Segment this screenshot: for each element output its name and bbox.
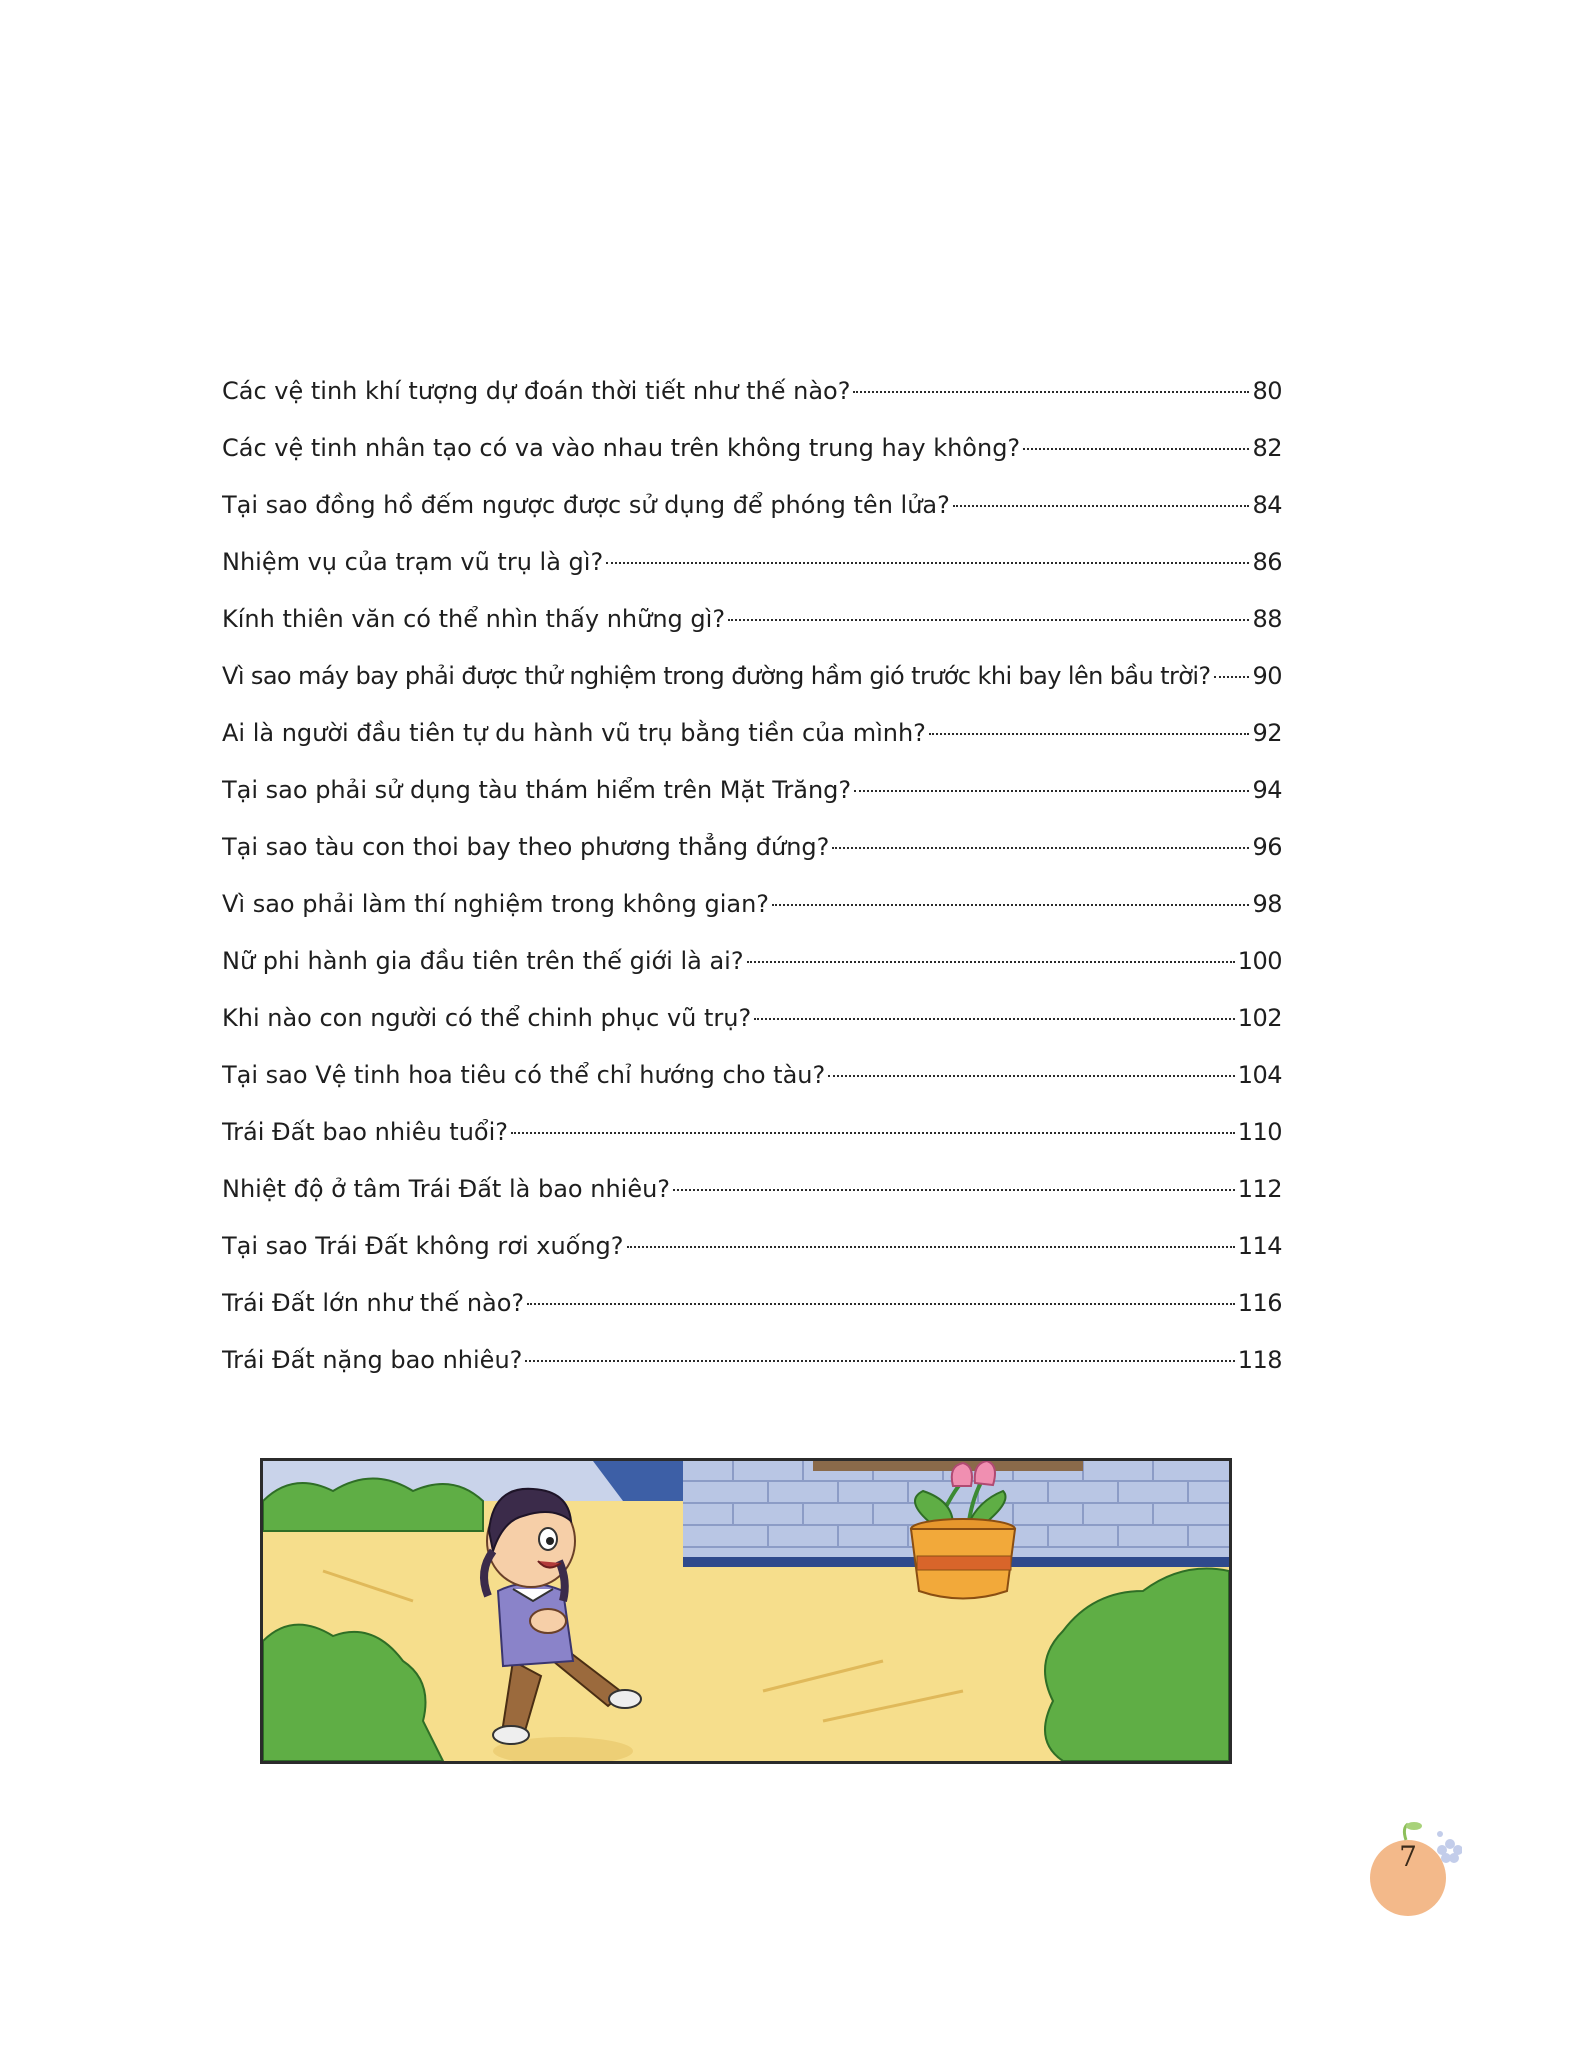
toc-dot-leader (1214, 676, 1250, 678)
toc-entry-page: 102 (1237, 1004, 1282, 1032)
toc-entry (222, 1060, 1282, 1117)
toc-dot-leader (1023, 448, 1249, 450)
toc-entry-title: Tại sao Vệ tinh hoa tiêu có thể chỉ hướng cho tàu? (222, 1061, 826, 1089)
toc-dot-leader (828, 1075, 1234, 1077)
toc-entry-page: 100 (1237, 947, 1282, 975)
toc-dot-leader (772, 904, 1249, 906)
toc-dot-leader (854, 790, 1249, 792)
toc-entry-page: 104 (1237, 1061, 1282, 1089)
toc-dot-leader (832, 847, 1249, 849)
toc-entry (222, 1288, 1282, 1345)
toc-entry (222, 889, 1282, 946)
toc-dot-leader (929, 733, 1250, 735)
toc-entry-title: Các vệ tinh khí tượng dự đoán thời tiết như thế nào? (222, 377, 851, 405)
toc-dot-leader (747, 961, 1235, 963)
toc-entry-page: 82 (1252, 434, 1282, 462)
toc-entry (222, 376, 1282, 433)
toc-entry-title: Nữ phi hành gia đầu tiên trên thế giới là ai? (222, 947, 744, 975)
toc-entry-title: Trái Đất bao nhiêu tuổi? (222, 1118, 509, 1146)
bush-top-left (263, 1479, 483, 1532)
toc-dot-leader (527, 1303, 1235, 1305)
cartoon-illustration (260, 1458, 1232, 1764)
toc-entry-title: Các vệ tinh nhân tạo có va vào nhau trên không trung hay không? (222, 434, 1021, 462)
illustration-scene (263, 1461, 1229, 1761)
toc-dot-leader (728, 619, 1249, 621)
toc-entry-page: 88 (1252, 605, 1282, 633)
toc-entry-title: Vì sao máy bay phải được thử nghiệm trong đường hầm gió trước khi bay lên bầu trời? (222, 662, 1211, 690)
toc-entry-title: Nhiệt độ ở tâm Trái Đất là bao nhiêu? (222, 1175, 671, 1203)
toc-entry-title: Nhiệm vụ của trạm vũ trụ là gì? (222, 548, 604, 576)
toc-dot-leader (754, 1018, 1234, 1020)
small-dot-icon (1437, 1831, 1443, 1837)
toc-entry-title: Tại sao đồng hồ đếm ngược được sử dụng để phóng tên lửa? (222, 491, 950, 519)
toc-entry (222, 1003, 1282, 1060)
table-of-contents (222, 376, 1282, 1402)
toc-entry-title: Tại sao Trái Đất không rơi xuống? (222, 1232, 624, 1260)
toc-entry-page: 110 (1237, 1118, 1282, 1146)
toc-entry-page: 112 (1237, 1175, 1282, 1203)
toc-entry-title: Trái Đất lớn như thế nào? (222, 1289, 525, 1317)
toc-entry-page: 96 (1252, 833, 1282, 861)
toc-entry-title: Khi nào con người có thể chinh phục vũ trụ? (222, 1004, 752, 1032)
toc-dot-leader (673, 1189, 1235, 1191)
toc-dot-leader (511, 1132, 1235, 1134)
toc-entry (222, 1117, 1282, 1174)
toc-entry-title: Tại sao phải sử dụng tàu thám hiểm trên Mặt Trăng? (222, 776, 852, 804)
page-number: 7 (1399, 1840, 1417, 1873)
toc-entry-page: 86 (1252, 548, 1282, 576)
toc-entry (222, 1231, 1282, 1288)
toc-dot-leader (627, 1246, 1235, 1248)
toc-entry-page: 92 (1252, 719, 1282, 747)
toc-entry-page: 94 (1252, 776, 1282, 804)
window-sill (813, 1461, 1083, 1471)
toc-entry-title: Ai là người đầu tiên tự du hành vũ trụ bằng tiền của mình? (222, 719, 926, 747)
toc-entry-page: 80 (1252, 377, 1282, 405)
toc-entry-page: 114 (1237, 1232, 1282, 1260)
toc-entry-title: Kính thiên văn có thể nhìn thấy những gì? (222, 605, 726, 633)
toc-entry (222, 775, 1282, 832)
toc-entry-page: 98 (1252, 890, 1282, 918)
toc-entry-title: Tại sao tàu con thoi bay theo phương thẳng đứng? (222, 833, 830, 861)
toc-entry (222, 946, 1282, 1003)
toc-entry (222, 490, 1282, 547)
toc-entry (222, 433, 1282, 490)
toc-entry (222, 832, 1282, 889)
toc-entry-title: Trái Đất nặng bao nhiêu? (222, 1346, 523, 1374)
toc-entry (222, 1174, 1282, 1231)
toc-entry-title: Vì sao phải làm thí nghiệm trong không gian? (222, 890, 770, 918)
toc-dot-leader (953, 505, 1250, 507)
toc-entry-page: 84 (1252, 491, 1282, 519)
toc-entry (222, 718, 1282, 775)
toc-entry-page: 90 (1252, 662, 1282, 690)
toc-entry (222, 604, 1282, 661)
toc-entry (222, 547, 1282, 604)
toc-dot-leader (525, 1360, 1234, 1362)
toc-entry (222, 1345, 1282, 1402)
sprout-leaf-icon (1406, 1822, 1422, 1830)
toc-dot-leader (853, 391, 1249, 393)
toc-entry-page: 116 (1237, 1289, 1282, 1317)
toc-entry (222, 661, 1282, 718)
toc-dot-leader (606, 562, 1249, 564)
toc-entry-page: 118 (1237, 1346, 1282, 1374)
